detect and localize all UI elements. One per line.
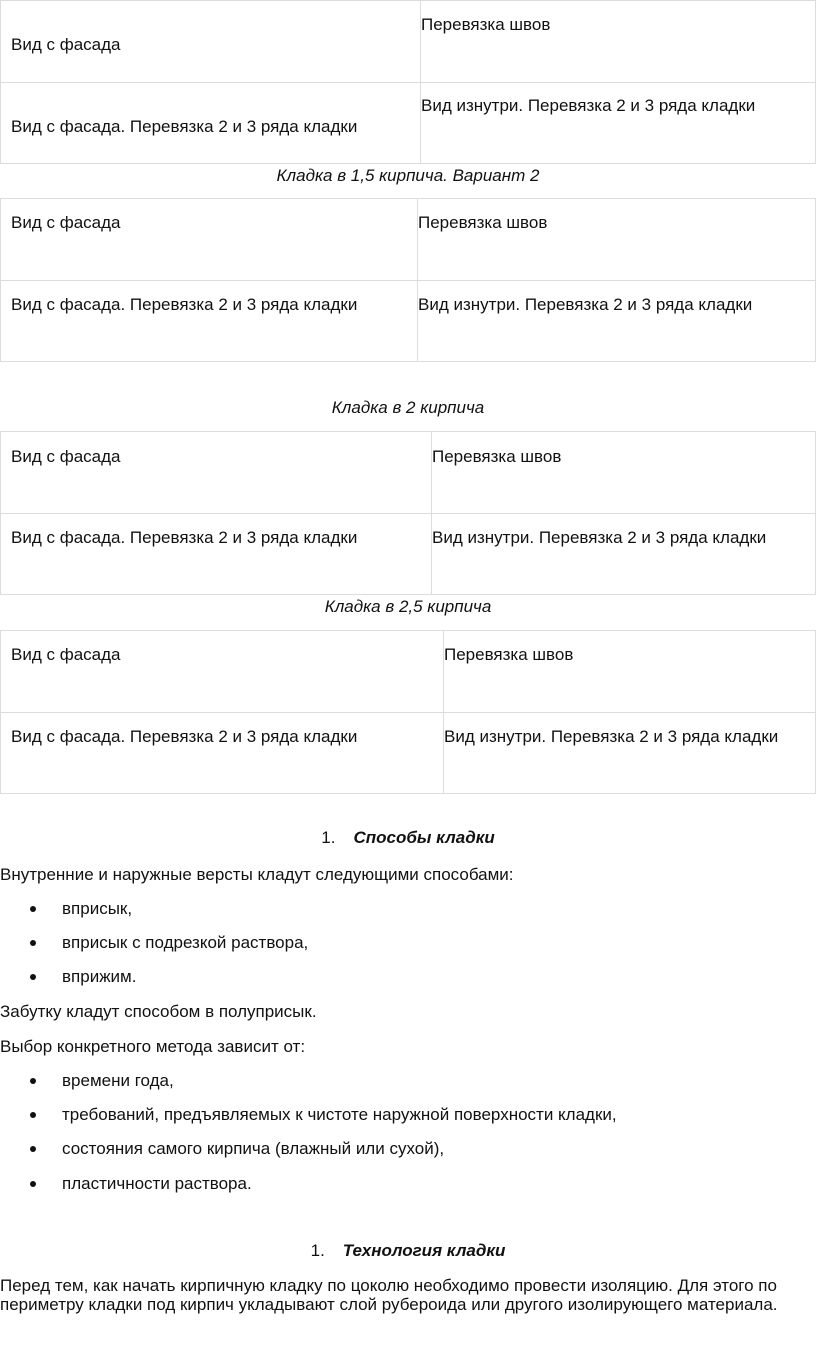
table-4-cell-inside-rows: Вид изнутри. Перевязка 2 и 3 ряда кладки <box>444 727 779 746</box>
table-2-border-top <box>0 198 816 199</box>
table-3-cell-seams: Перевязка швов <box>432 447 562 466</box>
table-4-border-bottom <box>0 793 816 794</box>
table-4-cell-facade: Вид с фасада <box>11 645 121 664</box>
table-3-border-bottom <box>0 594 816 595</box>
bullet-icon <box>30 1146 36 1152</box>
table-1-border-top <box>0 0 816 1</box>
bullet-icon <box>30 1181 36 1187</box>
bullet-icon <box>30 906 36 912</box>
list-item-text: вприсык, <box>62 899 133 918</box>
list-item-text: требований, предъявляемых к чистоте наружной поверхности кладки, <box>62 1105 617 1124</box>
list-item-text: вприжим. <box>62 967 137 986</box>
table-2-cell-facade-rows: Вид с фасада. Перевязка 2 и 3 ряда кладки <box>11 295 358 314</box>
bullet-icon <box>30 974 36 980</box>
filling-text: Забутку кладут способом в полуприсык. <box>0 1002 317 1021</box>
section-number: 1. <box>321 828 336 847</box>
table-4-row-divider <box>0 712 816 713</box>
table-1-row-divider <box>0 82 816 83</box>
table-2-cell-facade: Вид с фасада <box>11 213 121 232</box>
table-3-border-top <box>0 431 816 432</box>
section-heading-technology <box>0 1241 816 1261</box>
table-4-border-top <box>0 630 816 631</box>
table-4-cell-seams: Перевязка швов <box>444 645 574 664</box>
table-3-border-left <box>0 431 1 595</box>
table-2-cell-inside-rows: Вид изнутри. Перевязка 2 и 3 ряда кладки <box>418 295 753 314</box>
section-title: Технология кладки <box>342 1241 506 1260</box>
table-3-cell-facade: Вид с фасада <box>11 447 121 466</box>
table-3-cell-facade-rows: Вид с фасада. Перевязка 2 и 3 ряда кладки <box>11 528 358 547</box>
section-title: Способы кладки <box>353 828 495 847</box>
table-2-border-bottom <box>0 361 816 362</box>
section-number: 1. <box>310 1241 325 1260</box>
table-3-caption: Кладка в 2 кирпича <box>331 398 485 417</box>
table-1-cell-inside-rows: Вид изнутри. Перевязка 2 и 3 ряда кладки <box>421 96 756 115</box>
methods-intro: Внутренние и наружные версты кладут следующими способами: <box>0 865 514 884</box>
table-1-border-left <box>0 0 1 164</box>
list-item-text: состояния самого кирпича (влажный или сухой), <box>62 1139 445 1158</box>
bullet-icon <box>30 1112 36 1118</box>
table-1-cell-seams: Перевязка швов <box>421 15 551 34</box>
section-heading-methods <box>0 828 816 848</box>
table-3-row-divider <box>0 513 816 514</box>
table-4-caption: Кладка в 2,5 кирпича <box>324 597 492 616</box>
technology-paragraph: Перед тем, как начать кирпичную кладку по цоколю необходимо провести изоляцию. Для этого по периметру кладки под кирпич укладывают слой рубероида или другого изолирующего материала. <box>0 1276 778 1314</box>
bullet-icon <box>30 1078 36 1084</box>
table-1-cell-facade: Вид с фасада <box>11 35 121 54</box>
list-item-text: пластичности раствора. <box>62 1174 252 1193</box>
table-4-border-left <box>0 630 1 794</box>
bullet-icon <box>30 940 36 946</box>
table-2-border-left <box>0 198 1 362</box>
table-1-border-bottom <box>0 163 816 164</box>
table-4-cell-facade-rows: Вид с фасада. Перевязка 2 и 3 ряда кладки <box>11 727 358 746</box>
choice-intro: Выбор конкретного метода зависит от: <box>0 1037 306 1056</box>
table-3-cell-inside-rows: Вид изнутри. Перевязка 2 и 3 ряда кладки <box>432 528 767 547</box>
table-2-cell-seams: Перевязка швов <box>418 213 548 232</box>
list-item-text: вприсык с подрезкой раствора, <box>62 933 309 952</box>
list-item-text: времени года, <box>62 1071 174 1090</box>
table-1-cell-facade-rows: Вид с фасада. Перевязка 2 и 3 ряда кладки <box>11 117 358 136</box>
table-2-row-divider <box>0 280 816 281</box>
table-2-caption: Кладка в 1,5 кирпича. Вариант 2 <box>276 166 540 185</box>
